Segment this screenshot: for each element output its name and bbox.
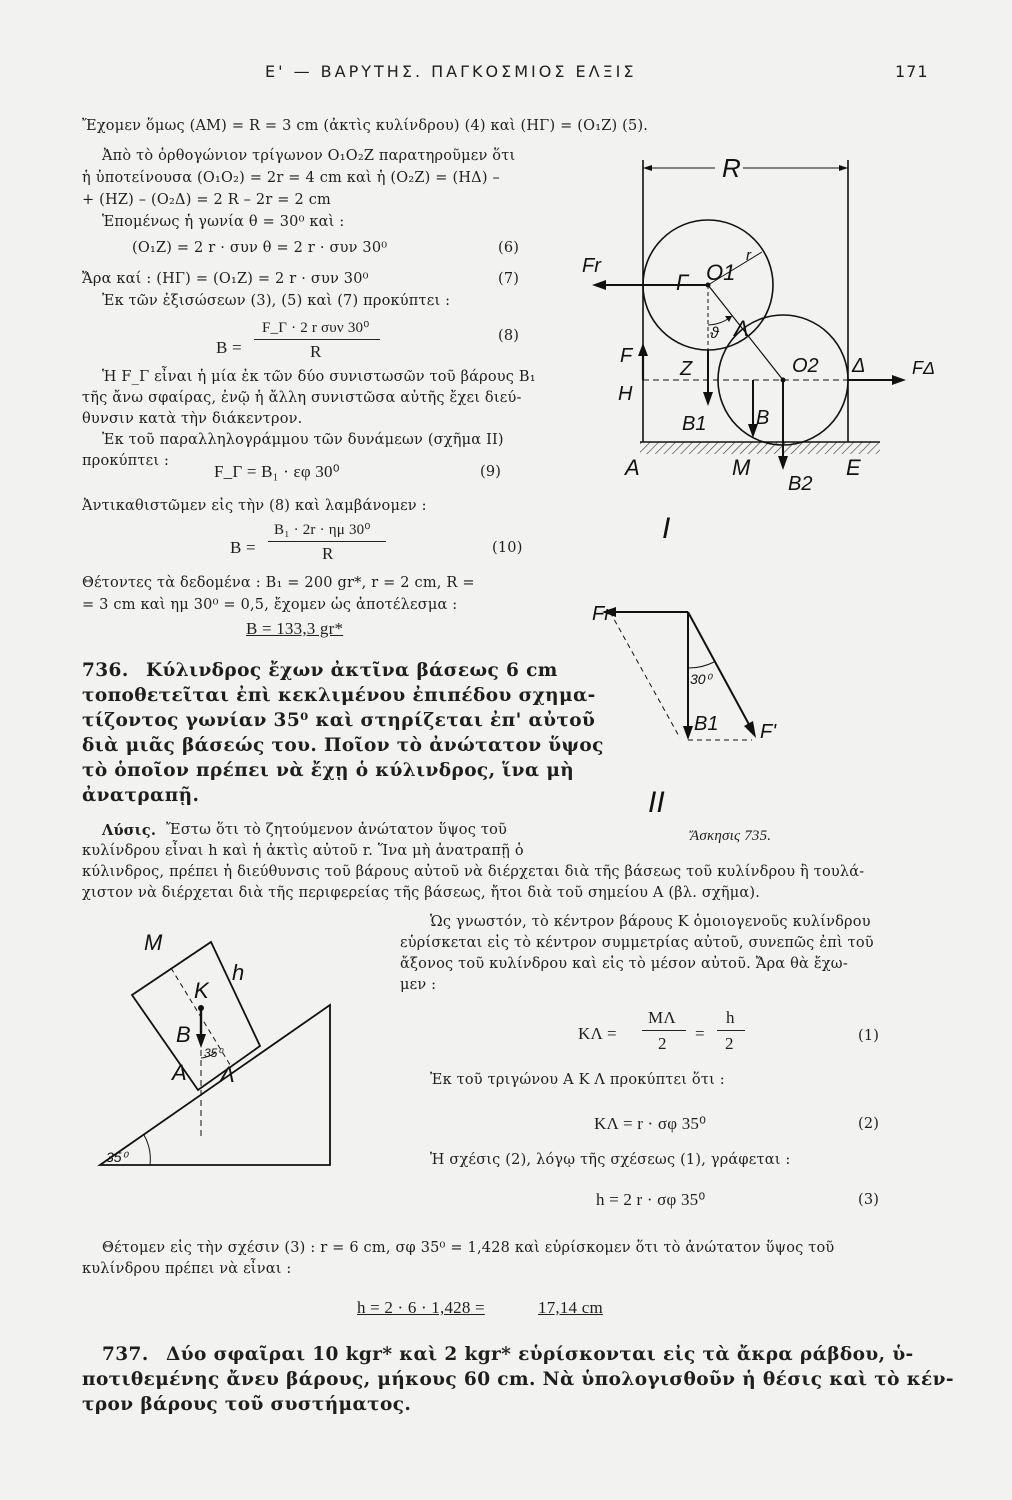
fraction-denominator: R xyxy=(322,544,334,563)
text-line: Ἡ σχέσις (2), λόγῳ τῆς σχέσεως (1), γράφεται : xyxy=(430,1152,791,1168)
fraction-numerator: F_Γ · 2 r συν 30⁰ xyxy=(262,320,370,336)
label-theta: ϑ xyxy=(710,325,719,342)
force-F-arrow xyxy=(638,343,648,356)
equals-sign: = xyxy=(695,1024,705,1043)
equation-number: (2) xyxy=(858,1116,880,1132)
problem-line: τρον βάρους τοῦ συστήματος. xyxy=(82,1394,412,1415)
label-B1: B1 xyxy=(682,413,707,435)
text-line: Θέτοντες τὰ δεδομένα : B₁ = 200 gr*, r = 2 cm, R = xyxy=(82,575,475,591)
equation-2: ΚΛ = r · σφ 35⁰ xyxy=(594,1114,707,1133)
equation-lhs: B = xyxy=(216,338,242,357)
label-D: Δ xyxy=(852,355,866,377)
problem-line: τοποθετεῖται ἐπὶ κεκλιμένου ἐπιπέδου σχημα- xyxy=(82,685,596,706)
label-K: K xyxy=(194,978,209,1003)
label-FD: FΔ xyxy=(912,358,936,378)
force-FD-arrow xyxy=(892,375,906,385)
text-line: + (ΗΖ) – (O₂Δ) = 2 R – 2r = 2 cm xyxy=(82,192,331,208)
problem-line: διὰ μιᾶς βάσεώς του. Ποῖον τὸ ἀνώτατον ὕψος xyxy=(82,735,604,756)
label-L: Λ xyxy=(220,1062,235,1087)
label-angle: 30⁰ xyxy=(690,671,712,687)
text-line: Θέτομεν εἰς τὴν σχέσιν (3) : r = 6 cm, σφ 35⁰ = 1,428 καὶ εὑρίσκομεν ὅτι τὸ ἀνώτατον ὕψος τοῦ xyxy=(102,1240,835,1256)
equation-number: (3) xyxy=(858,1192,880,1208)
fraction-bar xyxy=(268,541,386,542)
label-B: B xyxy=(756,407,770,429)
text-line: Ἐκ τῶν ἐξισώσεων (3), (5) καὶ (7) προκύπτει : xyxy=(102,293,451,309)
problem-line: ἀνατραπῇ. xyxy=(82,785,200,806)
equation-9: F_Γ = B₁ · εφ 30⁰ xyxy=(214,462,340,481)
final-equation: h = 2 · 6 · 1,428 = xyxy=(357,1298,485,1317)
solution-label: Λύσις. xyxy=(102,822,157,839)
arc-arrow xyxy=(725,316,732,322)
label-F: F xyxy=(620,345,633,367)
force-Fprime-arrow xyxy=(744,721,756,738)
dashed-side xyxy=(610,612,680,738)
equation-6: (O₁Z) = 2 r · συν θ = 2 r · συν 30⁰ xyxy=(132,240,388,256)
text-line: Ἡ F_Γ εἶναι ἡ μία ἐκ τῶν δύο συνιστωσῶν τοῦ βάρους B₁ xyxy=(102,369,536,385)
fraction-denominator: 2 xyxy=(658,1034,667,1053)
label-E: E xyxy=(846,455,861,480)
text-line: Ἐκ τοῦ παραλληλογράμμου τῶν δυνάμεων (σχῆμα ΙΙ) xyxy=(102,432,504,448)
text-line: μεν : xyxy=(400,977,437,993)
result: B = 133,3 gr* xyxy=(246,619,344,638)
text-line: κυλίνδρου εἶναι h καὶ ἡ ἀκτὶς αὐτοῦ r. Ἵνα μὴ ἀνατραπῇ ὁ xyxy=(82,843,524,859)
label-h: h xyxy=(232,960,245,985)
label-B2: B2 xyxy=(788,473,813,495)
text-line: Ἑπομένως ἡ γωνία θ = 30⁰ καὶ : xyxy=(102,214,345,230)
fraction-numerator: h xyxy=(726,1008,735,1027)
dimension-arrow xyxy=(643,165,652,171)
label-R: R xyxy=(722,153,741,183)
text-line: ἄξονος τοῦ κυλίνδρου καὶ εἰς τὸ μέσον αὐτοῦ. Ἄρα θὰ ἔχω- xyxy=(400,956,848,972)
equation-number: (10) xyxy=(492,540,523,556)
figure-two xyxy=(580,590,830,840)
final-result: 17,14 cm xyxy=(538,1298,603,1317)
text-line: ἡ ὑποτείνουσα (O₁O₂) = 2r = 4 cm καὶ ἡ (O₂Z) = (ΗΔ) – xyxy=(82,170,500,186)
text-line: θυνσιν κατὰ τὴν διάκεντρον. xyxy=(82,411,303,427)
text-line: Ἀντικαθιστῶμεν εἰς τὴν (8) καὶ λαμβάνομεν : xyxy=(82,498,427,514)
text-line: Ἀπὸ τὸ ὀρθογώνιον τρίγωνον O₁O₂Z παρατηροῦμεν ὅτι xyxy=(102,148,516,164)
weight-B1-arrow xyxy=(683,726,693,740)
label-35-top: 35⁰ xyxy=(204,1046,223,1060)
equation-number: (1) xyxy=(858,1028,880,1044)
equation-number: (9) xyxy=(480,464,502,480)
text-line: προκύπτει : xyxy=(82,453,170,469)
label-35-base: 35⁰ xyxy=(106,1149,128,1165)
label-r: r xyxy=(746,247,751,264)
incline-triangle xyxy=(100,1005,330,1165)
equation-lhs: B = xyxy=(230,538,256,557)
figure-one xyxy=(570,140,990,560)
label-O1: O1 xyxy=(706,260,736,285)
running-header: Ε' — ΒΑΡΥΤΗΣ. ΠΑΓΚΟΣΜΙΟΣ ΕΛΞΙΣ xyxy=(265,62,637,81)
text-line: εὑρίσκεται εἰς τὸ κέντρον συμμετρίας αὐτοῦ, συνεπῶς ἐπὶ τοῦ xyxy=(400,935,874,951)
problem-number: 736. xyxy=(82,660,129,681)
fraction-bar xyxy=(642,1030,686,1031)
text-line: Ἐκ τοῦ τριγώνου Α Κ Λ προκύπτει ὅτι : xyxy=(430,1072,725,1088)
label-A: A xyxy=(625,455,640,480)
angle-arc xyxy=(144,1135,150,1165)
page-number: 171 xyxy=(895,62,929,81)
text-line: = 3 cm καὶ ημ 30⁰ = 0,5, ἔχομεν ὡς ἀποτέλεσμα : xyxy=(82,597,458,613)
label-M: M xyxy=(144,930,163,955)
center-O2 xyxy=(781,378,786,383)
weight-B1-arrow xyxy=(703,392,713,406)
problem-line: τίζοντος γωνίαν 35⁰ καὶ στηρίζεται ἐπ' αὐτοῦ xyxy=(82,710,596,731)
equation-number: (8) xyxy=(498,328,520,344)
equation-3: h = 2 r · σφ 35⁰ xyxy=(596,1190,706,1209)
problem-line: τὸ ὁποῖον πρέπει νὰ ἔχῃ ὁ κύλινδρος, ἵνα μὴ xyxy=(82,760,575,781)
figure-label: II xyxy=(648,786,665,819)
text-line: Ὡς γνωστόν, τὸ κέντρον βάρους Κ ὁμοιογενοῦς κυλίνδρου xyxy=(430,914,871,930)
equation-number: (7) xyxy=(498,271,520,287)
text-line: τῆς ἄνω σφαίρας, ἐνῷ ἡ ἄλλη συνιστῶσα αὐτῆς ἔχει διεύ- xyxy=(82,390,522,406)
text-line: χιστον νὰ διέρχεται διὰ τῆς περιφερείας τῆς βάσεως, ἤτοι διὰ τοῦ σημείου Α (βλ. σχῆμα). xyxy=(82,885,761,901)
label-Fprime: F' xyxy=(760,721,777,743)
problem-number: 737. xyxy=(102,1344,149,1365)
equation-lhs: ΚΛ = xyxy=(578,1024,617,1043)
ground-hatch xyxy=(640,442,880,454)
label-B1: B1 xyxy=(694,713,719,735)
label-B: B xyxy=(176,1022,191,1047)
label-L: Λ xyxy=(734,316,749,341)
label-M: M xyxy=(732,455,751,480)
label-H: H xyxy=(618,383,633,405)
text-line: Ἔχομεν ὅμως (ΑΜ) = R = 3 cm (ἀκτὶς κυλίνδρου) (4) καὶ (ΗΓ) = (O₁Z) (5). xyxy=(82,118,649,134)
text-line: κύλινδρος, πρέπει ἡ διεύθυνσις τοῦ βάρους αὐτοῦ νὰ διέρχεται διὰ τῆς βάσεως τοῦ κυλίνδρου ἢ τουλά- xyxy=(82,864,865,880)
text-line: Ἄρα καί : (ΗΓ) = (O₁Z) = 2 r · συν 30⁰ xyxy=(82,271,369,287)
force-Fr-arrow xyxy=(592,280,606,290)
label-Z: Z xyxy=(680,358,693,380)
label-A: A xyxy=(172,1060,187,1085)
fraction-numerator: B₁ · 2r · ημ 30⁰ xyxy=(274,522,371,538)
fraction-bar xyxy=(717,1030,745,1031)
weight-B2-arrow xyxy=(778,456,788,470)
problem-line: Δύο σφαῖραι 10 kgr* καὶ 2 kgr* εὑρίσκονται εἰς τὰ ἄκρα ράβδου, ὑ- xyxy=(166,1344,914,1365)
angle-arc xyxy=(688,662,714,668)
label-G: Γ xyxy=(676,270,689,295)
problem-line: Κύλινδρος ἔχων ἀκτῖνα βάσεως 6 cm xyxy=(146,660,558,681)
fraction-denominator: 2 xyxy=(725,1034,734,1053)
fraction-bar xyxy=(254,339,380,340)
text-line: κυλίνδρου πρέπει νὰ εἶναι : xyxy=(82,1261,292,1277)
figure-label: I xyxy=(662,512,671,545)
dimension-arrow xyxy=(839,165,848,171)
label-Fr: Fr xyxy=(582,255,601,277)
label-O2: O2 xyxy=(792,355,819,377)
fraction-denominator: R xyxy=(310,342,322,361)
text-line: Ἔστω ὅτι τὸ ζητούμενον ἀνώτατον ὕψος τοῦ xyxy=(166,822,508,838)
fraction-numerator: ΜΛ xyxy=(648,1008,676,1027)
equation-number: (6) xyxy=(498,240,520,256)
figure-caption: Ἄσκησις 735. xyxy=(690,828,772,844)
figure-three xyxy=(80,930,350,1180)
label-Fr: Fr xyxy=(592,603,611,625)
problem-line: ποτιθεμένης ἄνευ βάρους, μήκους 60 cm. Νὰ ὑπολογισθοῦν ἡ θέσις καὶ τὸ κέν- xyxy=(82,1369,954,1390)
